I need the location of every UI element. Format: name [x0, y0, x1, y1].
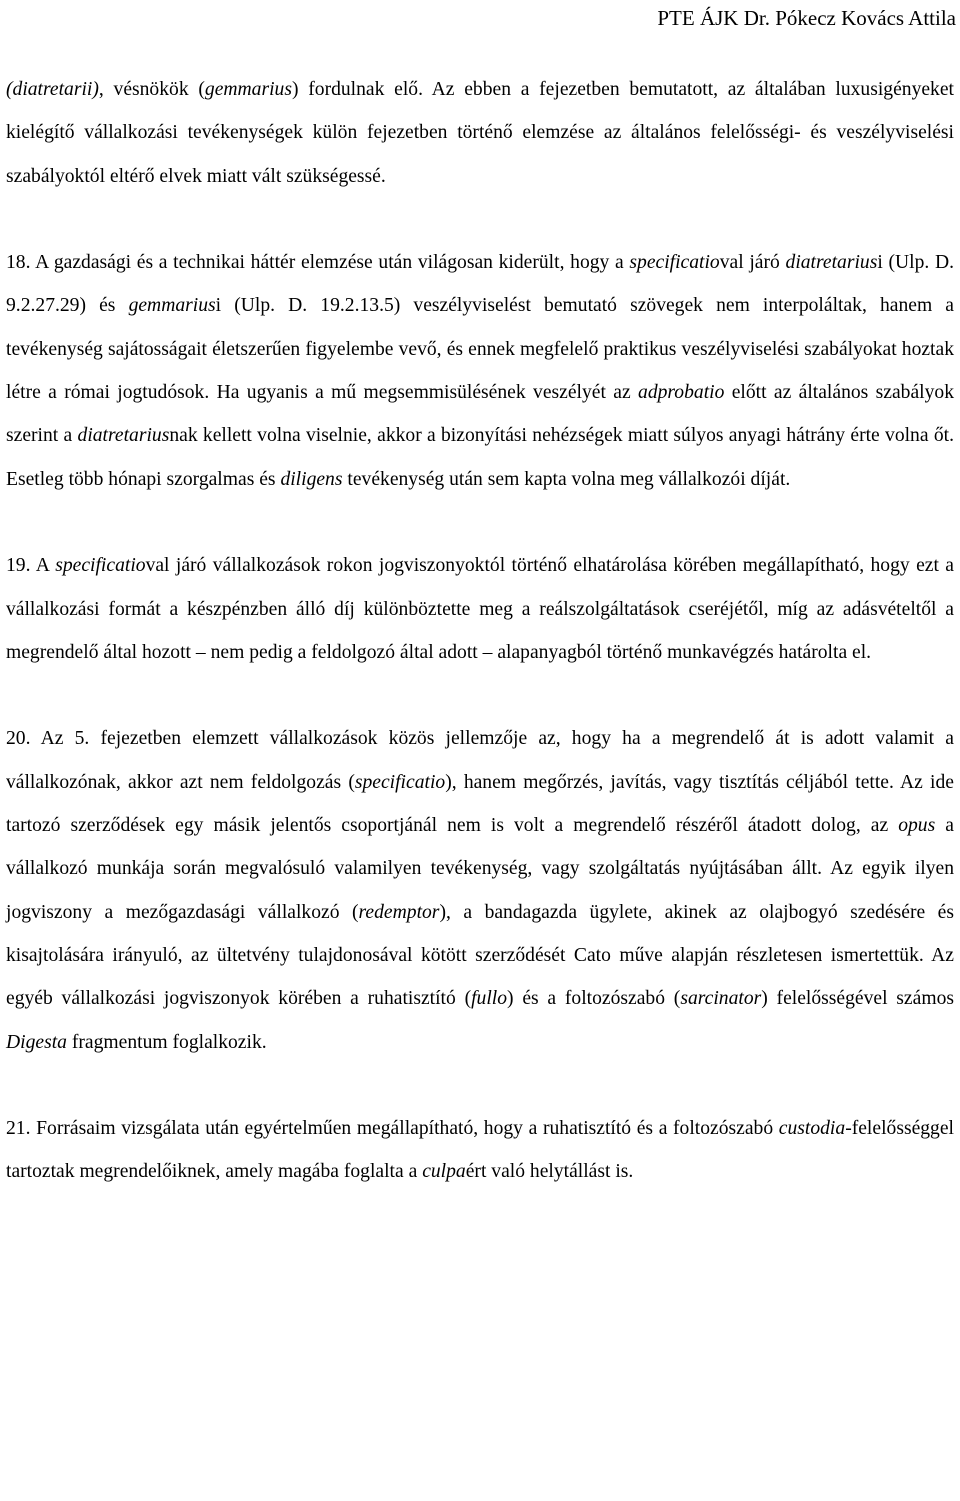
- italic-term: adprobatio: [638, 382, 725, 404]
- document-body: [6, 68, 954, 1194]
- text-run: val járó vállalkozások rokon jogviszonyoktól történő elhatárolása körében megállapítható, hogy ezt a vállalkozási formát a készpénzben álló díj különböztette meg a reálszolgáltatások cseréjétől, míg az adásvételtől a megrendelő által hozott – nem pedig a feldolgozó által adott – alapanyagból történő munkavégzés határolta el.: [6, 555, 954, 663]
- page-header: PTE ÁJK Dr. Pókecz Kovács Attila: [657, 6, 956, 30]
- italic-term: specificatio: [354, 771, 446, 793]
- paragraph: [6, 717, 954, 1063]
- text-run: előtt az általános szabályok szerint a: [6, 382, 954, 447]
- text-run: Az 5. fejezetben elemzett vállalkozások közös jellemzője az, hogy ha a megrendelő át is adott valamit a vállalkozónak, akkor azt nem feldolgozás (: [6, 728, 954, 793]
- text-run: tevékenység után sem kapta volna meg vállalkozói díját.: [342, 468, 791, 490]
- italic-term: (diatretarii): [6, 79, 99, 100]
- italic-term: specificatio: [629, 252, 720, 274]
- text-run: ), a bandagazda ügylete, akinek az olajbogyó szedésére és kisajtolására irányuló, az ültetvény tulajdonosával kötött szerződését Cato műve alapján részletesen ismertettük. Az egyéb vállalkozási jogviszonyok körében a ruhatisztító (: [6, 901, 954, 1010]
- italic-term: specificatio: [55, 555, 146, 577]
- italic-term: sarcinator: [680, 988, 762, 1010]
- text-run: fragmentum foglalkozik.: [66, 1031, 267, 1053]
- text-run: ) fordulnak elő. Az ebben a fejezetben bemutatott, az általában luxusigényeket kielégítő vállalkozási tevékenységek külön fejezetben történő elemzése az általános felelősségi- és veszélyviselési szabályoktól eltérő elvek miatt vált szükségessé.: [6, 79, 954, 187]
- paragraph-number: 19.: [6, 555, 31, 577]
- italic-term: custodia: [778, 1118, 846, 1140]
- text-run: , vésnökök (: [98, 79, 205, 100]
- text-run: A gazdasági és a technikai háttér elemzése után világosan kiderült, hogy a: [30, 252, 630, 274]
- italic-term: opus: [898, 815, 936, 837]
- paragraph: [6, 241, 954, 501]
- italic-term: fullo: [471, 988, 508, 1010]
- italic-term: diligens: [280, 468, 343, 490]
- text-run: ), hanem megőrzés, javítás, vagy tisztítás céljából tette. Az ide tartozó szerződések egy másik jelentős csoportjánál nem is volt a megrendelő részéről átadott dolog, az: [6, 771, 954, 837]
- text-run: ) és a foltozószabó (: [507, 988, 681, 1010]
- italic-term: diatretarius: [785, 252, 878, 274]
- text-run: i (Ulp. D. 9.2.27.29) és: [6, 252, 955, 317]
- italic-term: gemmarius: [128, 295, 216, 317]
- text-run: ) felelősségével számos: [761, 988, 954, 1010]
- paragraph-number: 18.: [6, 252, 31, 274]
- text-run: val járó: [719, 252, 786, 274]
- paragraph: [6, 68, 954, 198]
- paragraph-number: 21.: [6, 1118, 31, 1140]
- italic-term: diatretarius: [77, 425, 170, 447]
- italic-term: gemmarius: [204, 79, 292, 100]
- text-run: Forrásaim vizsgálata után egyértelműen megállapítható, hogy a ruhatisztító és a foltozószabó: [30, 1118, 779, 1140]
- paragraph: [6, 544, 954, 674]
- paragraph: [6, 1107, 954, 1194]
- text-run: A: [30, 555, 56, 577]
- text-run: ért való helytállást is.: [465, 1161, 634, 1183]
- italic-term: redemptor: [358, 901, 440, 923]
- italic-term: culpa: [422, 1161, 466, 1183]
- text-run: -felelősséggel tartoztak megrendelőiknek, amely magába foglalta a: [6, 1118, 954, 1183]
- paragraph-number: 20.: [6, 728, 31, 750]
- italic-term: Digesta: [6, 1031, 67, 1053]
- text-run: i (Ulp. D. 19.2.13.5) veszélyviselést bemutató szövegek nem interpoláltak, hanem a tevékenység sajátosságait életszerűen figyelembe vevő, és ennek megfelelő praktikus veszélyviselési szabályokat hoztak létre a római jogtudósok. Ha ugyanis a mű megsemmisülésének veszélyét az: [6, 295, 955, 404]
- text-run: nak kellett volna viselnie, akkor a bizonyítási nehézségek miatt súlyos anyagi hátrány érte volna őt. Esetleg több hónapi szorgalmas és: [6, 425, 954, 490]
- text-run: a vállalkozó munkája során megvalósuló valamilyen tevékenység, vagy szolgáltatás nyújtásában állt. Az egyik ilyen jogviszony a mezőgazdasági vállalkozó (: [6, 815, 954, 923]
